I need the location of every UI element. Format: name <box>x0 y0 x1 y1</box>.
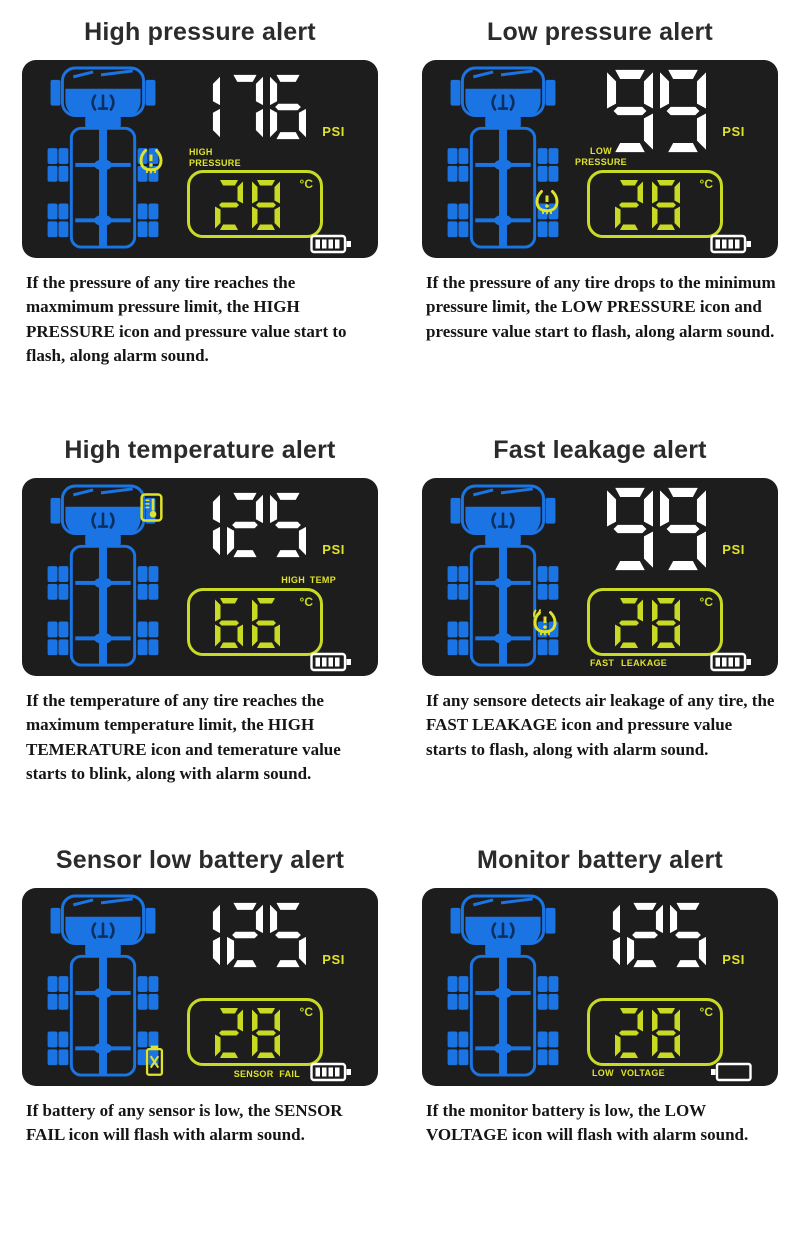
pressure-unit-label: PSI <box>322 124 345 139</box>
sensor-battery-low-icon <box>145 1044 164 1077</box>
alert-label: HIGH TEMP <box>281 575 336 585</box>
pressure-value <box>584 897 706 973</box>
temperature-box <box>587 588 723 656</box>
panel-description: If the pressure of any tire drops to the minimum pressure limit, the LOW PRESSURE icon and pressure value start to flash, along alarm sound. <box>426 273 776 341</box>
panel-title: High temperature alert <box>64 436 336 464</box>
tpms-display <box>22 478 378 676</box>
temperature-box <box>187 588 323 656</box>
temperature-value <box>590 180 704 230</box>
alert-panel-fast-leakage <box>400 418 800 828</box>
panel-title: Monitor battery alert <box>477 846 723 874</box>
alert-panel-monitor-battery <box>400 828 800 1182</box>
pressure-unit-label: PSI <box>722 542 745 557</box>
battery-full-icon <box>310 1062 352 1082</box>
alert-panel-low-pressure <box>400 0 800 418</box>
tpms-display <box>422 888 778 1086</box>
tpms-display <box>22 888 378 1086</box>
temperature-unit-label: °C <box>299 1005 313 1019</box>
pressure-value <box>607 487 706 571</box>
temperature-value <box>590 1008 704 1058</box>
alert-panel-high-temperature <box>0 418 400 828</box>
truck-top-view-icon <box>442 893 564 1081</box>
panel-title: Fast leakage alert <box>493 436 707 464</box>
truck-top-view-icon <box>442 65 564 253</box>
tpms-leak-icon <box>532 609 558 636</box>
panel-description: If the monitor battery is low, the LOW VOLTAGE icon will flash with alarm sound. <box>426 1101 749 1145</box>
pressure-unit-label: PSI <box>322 952 345 967</box>
battery-full-icon <box>310 234 352 254</box>
temperature-value <box>190 598 304 648</box>
pressure-unit-label: PSI <box>322 542 345 557</box>
temperature-value <box>190 180 304 230</box>
alert-panel-sensor-low-battery <box>0 828 400 1182</box>
temperature-unit-label: °C <box>699 1005 713 1019</box>
tpms-warning-icon <box>138 147 164 174</box>
panel-title: Sensor low battery alert <box>55 846 345 874</box>
temperature-unit-label: °C <box>699 177 713 191</box>
pressure-unit-label: PSI <box>722 124 745 139</box>
truck-top-view-icon <box>442 483 564 671</box>
pressure-value <box>184 897 306 973</box>
temperature-value <box>190 1008 304 1058</box>
temperature-value <box>590 598 704 648</box>
panel-title: Low pressure alert <box>487 18 713 46</box>
temperature-box <box>587 170 723 238</box>
alert-label: FAST LEAKAGE <box>590 657 668 668</box>
alert-label: HIGH PRESSURE <box>189 147 241 169</box>
panel-description: If any sensore detects air leakage of any tire, the FAST LEAKAGE icon and pressure value starts to flash, along with alarm sound. <box>426 691 775 759</box>
temperature-box <box>187 998 323 1066</box>
pressure-value <box>607 69 706 153</box>
temperature-unit-label: °C <box>699 595 713 609</box>
tpms-display <box>422 60 778 258</box>
panel-description: If the temperature of any tire reaches the maximum temperature limit, the HIGH TEMERATURE icon and temerature value starts to blink, along with alarm sound. <box>26 691 341 783</box>
battery-full-icon <box>310 652 352 672</box>
tpms-warning-icon <box>534 188 560 215</box>
alert-label: SENSOR FAIL <box>233 1068 300 1079</box>
panel-description: If battery of any sensor is low, the SENSOR FAIL icon will flash with alarm sound. <box>26 1101 343 1145</box>
temperature-box <box>187 170 323 238</box>
tpms-display <box>22 60 378 258</box>
pressure-value <box>184 69 306 145</box>
panel-title: High pressure alert <box>84 18 316 46</box>
temperature-box <box>587 998 723 1066</box>
thermometer-icon <box>140 493 163 522</box>
tpms-display <box>422 478 778 676</box>
battery-full-icon <box>710 234 752 254</box>
alert-label: LOW PRESSURE <box>575 146 627 168</box>
battery-full-icon <box>710 652 752 672</box>
alert-panel-high-pressure <box>0 0 400 418</box>
pressure-unit-label: PSI <box>722 952 745 967</box>
battery-empty-icon <box>710 1062 752 1082</box>
alert-label: LOW VOLTAGE <box>592 1067 665 1078</box>
pressure-value <box>184 487 306 563</box>
temperature-unit-label: °C <box>299 595 313 609</box>
temperature-unit-label: °C <box>299 177 313 191</box>
panel-description: If the pressure of any tire reaches the maxmimum pressure limit, the HIGH PRESSURE icon and pressure value start to flash, along alarm sound. <box>26 273 347 365</box>
